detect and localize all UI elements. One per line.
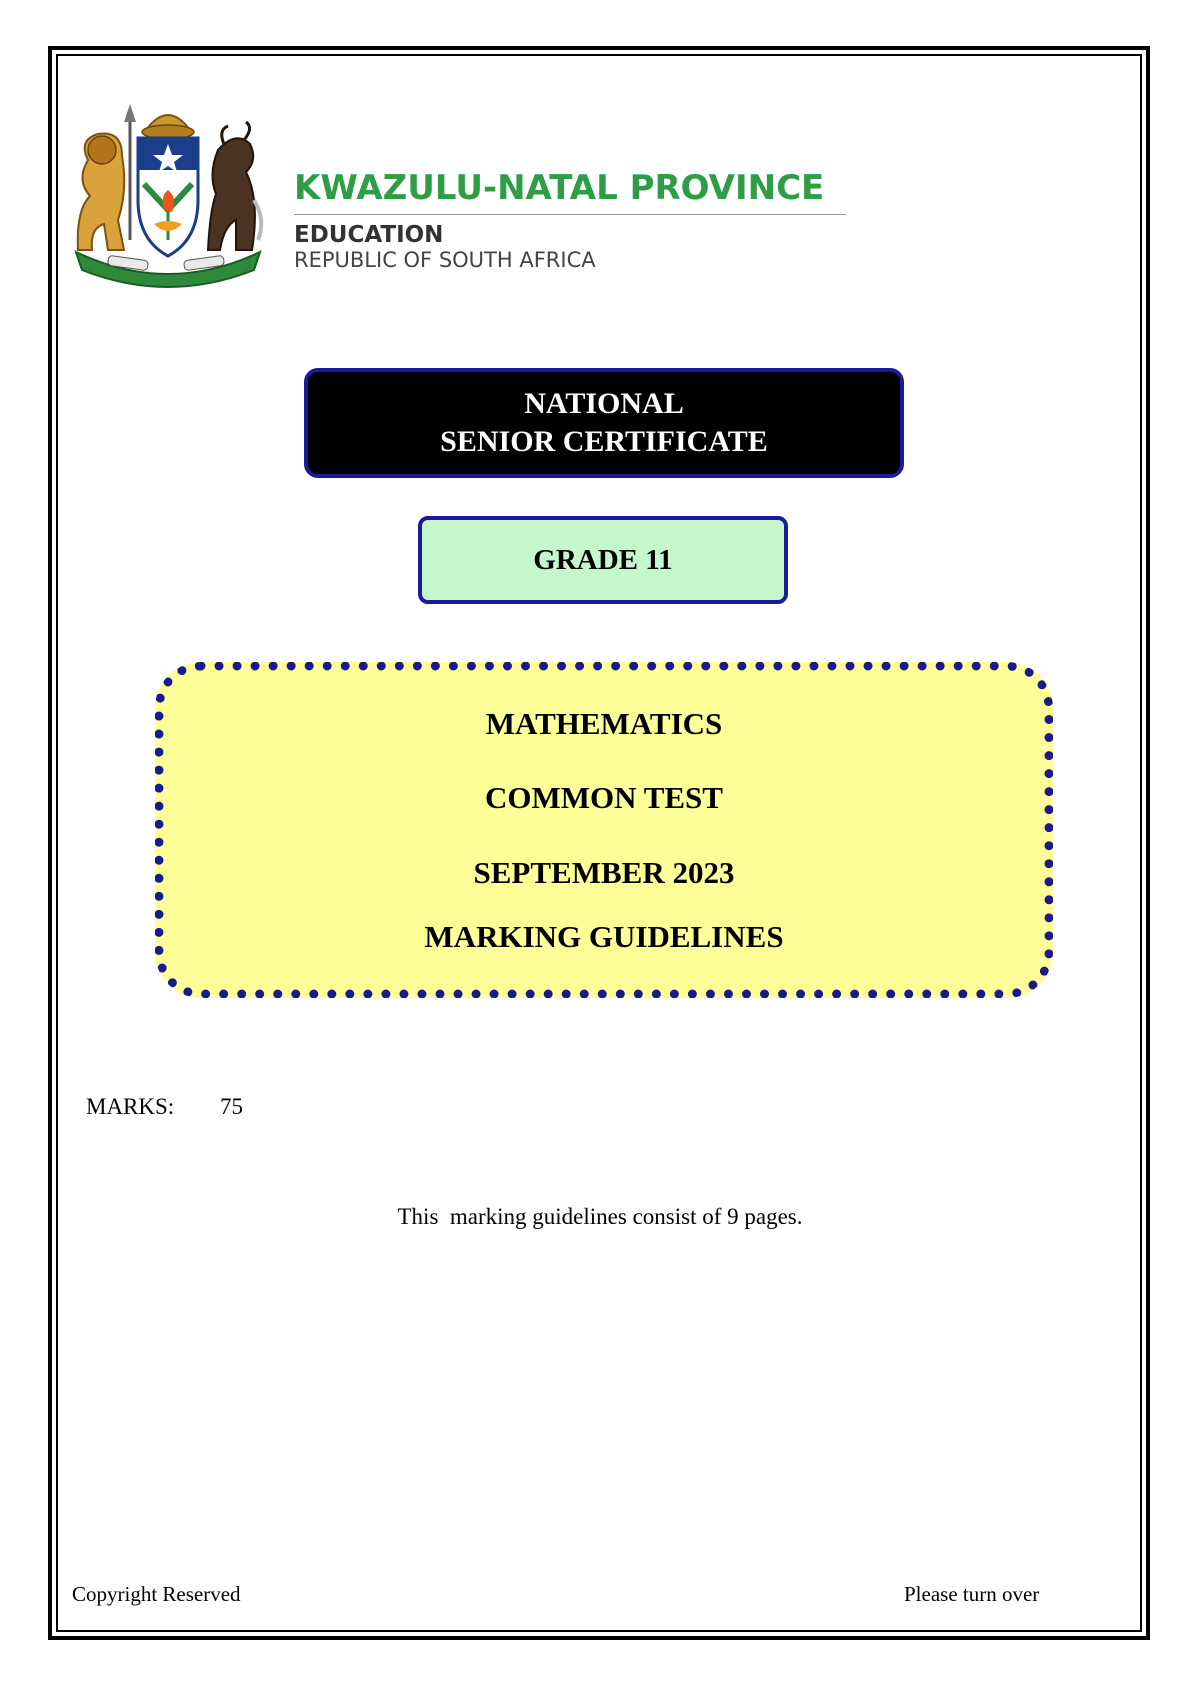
marks-label: MARKS: <box>86 1094 175 1119</box>
province-name: KWAZULU-NATAL PROVINCE <box>294 168 825 208</box>
kzn-coat-of-arms-icon <box>68 100 268 290</box>
country-name: REPUBLIC OF SOUTH AFRICA <box>294 248 596 272</box>
footer-turn-over: Please turn over <box>904 1582 1040 1606</box>
header-divider <box>294 214 846 215</box>
marks-value: 75 <box>220 1094 243 1119</box>
footer-copyright: Copyright Reserved <box>72 1582 241 1606</box>
grade-label: GRADE 11 <box>533 543 673 576</box>
subject-name: MATHEMATICS <box>485 706 723 741</box>
department-name: EDUCATION <box>294 222 444 248</box>
certificate-banner <box>304 368 904 478</box>
document-type: MARKING GUIDELINES <box>424 919 784 954</box>
test-name: COMMON TEST <box>485 780 723 815</box>
marks-row <box>86 1094 243 1120</box>
page-count-note: This marking guidelines consist of 9 pages. <box>397 1204 803 1229</box>
subject-panel <box>155 662 1053 998</box>
test-date: SEPTEMBER 2023 <box>473 855 735 890</box>
certificate-line-2: SENIOR CERTIFICATE <box>440 425 768 458</box>
certificate-line-1: NATIONAL <box>524 387 684 420</box>
grade-box <box>418 516 788 604</box>
